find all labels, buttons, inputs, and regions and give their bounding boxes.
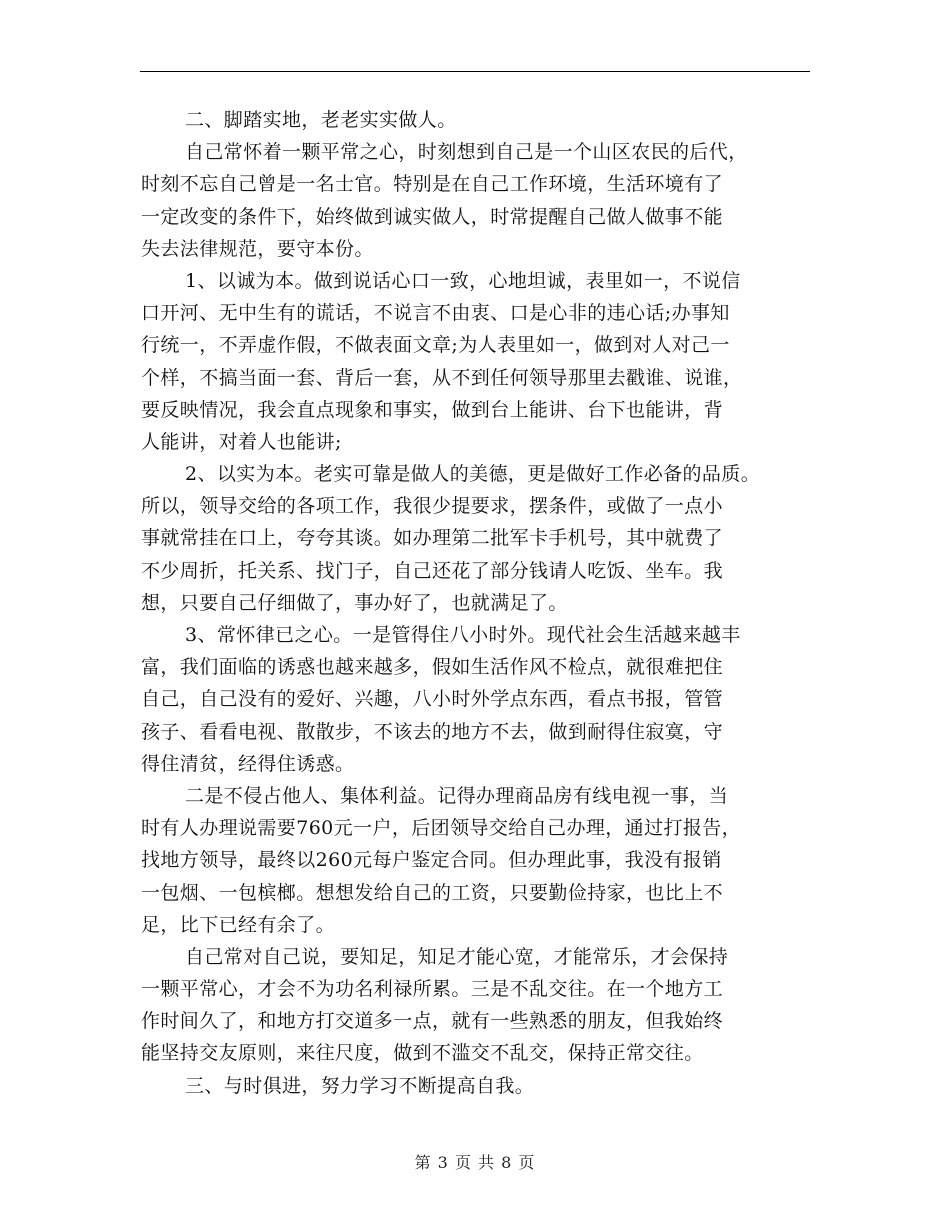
text-line: 自己常怀着一颗平常之心，时刻想到自己是一个山区农民的后代， xyxy=(185,141,748,164)
text-line: 3、常怀律已之心。一是管得住八小时外。现代社会生活越来越丰 xyxy=(185,624,741,646)
text-line: 所以，领导交给的各项工作，我很少提要求，摆条件，或做了一点小 xyxy=(141,495,724,518)
text-line: 要反映情况，我会直点现象和事实，做到台上能讲、台下也能讲，背 xyxy=(141,398,724,421)
text-line: 想，只要自己仔细做了，事办好了，也就满足了。 xyxy=(141,591,568,614)
text-line: 事就常挂在口上，夸夸其谈。如办理第二批军卡手机号，其中就费了 xyxy=(141,527,724,550)
text-line: 富，我们面临的诱惑也越来越多，假如生活作风不检点，就很难把住 xyxy=(141,656,724,679)
text-line: 能坚持交友原则，来往尺度，做到不滥交不乱交，保持正常交往。 xyxy=(141,1042,704,1065)
page-number: 第 3 页 共 8 页 xyxy=(414,1153,536,1172)
text-line: 一定改变的条件下，始终做到诚实做人，时常提醒自己做人做事不能 xyxy=(141,205,724,228)
text-line: 二是不侵占他人、集体利益。记得办理商品房有线电视一事，当 xyxy=(185,784,729,807)
text-line: 找地方领导，最终以260元每户鉴定合同。但办理此事，我没有报销 xyxy=(141,849,722,872)
text-line: 1、以诚为本。做到说话心口一致，心地坦诚，表里如一，不说信 xyxy=(185,269,741,292)
text-line: 个样，不搞当面一套、背后一套，从不到任何领导那里去戳谁、说谁， xyxy=(141,366,743,389)
document-body xyxy=(141,104,813,1102)
text-line: 自己，自己没有的爱好、兴趣，八小时外学点东西，看点书报，管管 xyxy=(141,688,724,711)
text-line: 孩子、看看电视、散散步，不该去的地方不去，做到耐得住寂寞，守 xyxy=(141,720,724,743)
text-line: 作时间久了，和地方打交道多一点，就有一些熟悉的朋友，但我始终 xyxy=(141,1010,724,1033)
text-line: 二、脚踏实地，老老实实做人。 xyxy=(185,109,457,131)
text-line: 一颗平常心，才会不为功名利禄所累。三是不乱交往。在一个地方工 xyxy=(141,978,724,1001)
text-line: 时有人办理说需要760元一户，后团领导交给自己办理，通过打报告， xyxy=(141,817,742,840)
text-line: 行统一，不弄虚作假，不做表面文章;为人表里如一，做到对人对己一 xyxy=(141,334,730,357)
text-line: 失去法律规范，要守本份。 xyxy=(141,237,374,260)
text-line: 时刻不忘自己曾是一名士官。特别是在自己工作环境，生活环境有了 xyxy=(141,173,724,196)
text-line: 足，比下已经有余了。 xyxy=(141,913,336,936)
text-line: 三、与时俱进，努力学习不断提高自我。 xyxy=(185,1074,535,1097)
text-line: 不少周折，托关系、找门子，自己还花了部分钱请人吃饭、坐车。我 xyxy=(141,559,724,582)
text-line: 得住清贫，经得住诱惑。 xyxy=(141,752,355,775)
header-rule xyxy=(140,71,810,72)
text-line: 一包烟、一包槟榔。想想发给自己的工资，只要勤俭持家，也比上不 xyxy=(141,881,724,904)
text-line: 2、以实为本。老实可靠是做人的美德，更是做好工作必备的品质。 xyxy=(185,463,761,486)
text-line: 口开河、无中生有的谎话，不说言不由衷、口是心非的违心话;办事知 xyxy=(141,302,730,325)
text-line: 人能讲，对着人也能讲; xyxy=(141,430,342,453)
text-line: 自己常对自己说，要知足，知足才能心宽，才能常乐，才会保持 xyxy=(185,945,729,968)
